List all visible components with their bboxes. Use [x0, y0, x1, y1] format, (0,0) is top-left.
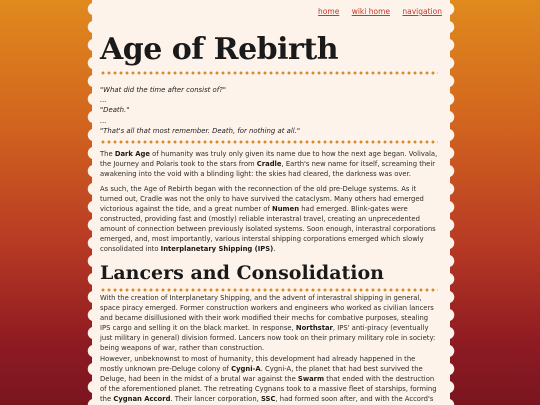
text-run: The: [100, 150, 115, 158]
scalloped-edge-left: [86, 0, 94, 405]
scalloped-edge-right: [448, 0, 456, 405]
text-run: However, unbeknownst to most of humanity, this development had already happened in the mostly unknown pre-Deluge colony of: [100, 355, 416, 373]
text-run: , IPS' anti-piracy (eventually just military in general) division formed. Lancers now took on their primary military role in society: being weapons of war, rather than construction.: [100, 324, 436, 352]
text-run: had emerged. Blink-gates were constructed, providing fast and (mostly) reliable interastral travel, creating an unprecedented amount of connection between previously isolated systems. Soon enough, interastral corporations emerged, and, most importantly, various interstal shipping corporations emerged which slowly consolidated into: [100, 205, 436, 253]
text-run: , had formed soon after, and with the Accord's: [275, 395, 434, 403]
term-dark-age: Dark Age: [114, 150, 151, 158]
text-run: that ended with the destruction of the aforementioned planet. The retreating Cygnans took to a massive fleet of starships, forming the: [100, 375, 437, 403]
text-run: .: [273, 245, 276, 253]
term-ips: Interplanetary Shipping (IPS): [160, 245, 274, 253]
quote-line: ...: [100, 116, 107, 125]
dotted-divider: [100, 71, 438, 75]
term-numen: Numen: [272, 205, 300, 213]
term-ssc: SSC: [260, 395, 276, 403]
text-run: . Their lancer corporation,: [170, 395, 261, 403]
quote-line: ...: [100, 96, 107, 105]
paragraph-dark-age: [100, 149, 440, 179]
quote-line: "What did the time after consist of?": [100, 86, 227, 94]
text-run: , Earth's new name for itself, screaming their awakening into the void with a blinding light: the skies had cleared, the darkness was over.: [100, 160, 436, 178]
term-swarm: Swarm: [297, 375, 325, 383]
text-run: As such, the Age of Rebirth began with the reconnection of the old pre-Deluge systems. As it turned out, Cradle was not the only to have survived the cataclysm. Many others had emerged victorious against the tide, and a great number of: [100, 185, 424, 213]
dotted-divider: [100, 140, 438, 144]
nav-navigation-link[interactable]: navigation: [402, 7, 442, 16]
text-run: of humanity was truly only given its name due to how the next age began. Volivala, the Journey and Polaris took to the stars from: [100, 150, 438, 168]
dotted-divider: [100, 288, 438, 292]
paragraph-cygni: [100, 354, 440, 404]
text-run: With the creation of Interplanetary Shipping, and the advent of interastral shipping in general, space piracy emerged. Former construction workers and engineers who worked as civilian lancers and became disillusioned with their work modified their mechs for combative purposes, stealing IPS cargo and selling it on the black market. In response,: [100, 294, 434, 332]
page-title: Age of Rebirth: [100, 32, 339, 67]
term-northstar: Northstar: [295, 324, 333, 332]
epigraph-quote: [100, 85, 442, 136]
section-heading: Lancers and Consolidation: [100, 262, 384, 284]
term-cygni-a: Cygni-A: [231, 365, 261, 373]
quote-line: "That's all that most remember. Death, for nothing at all.": [100, 126, 301, 135]
text-run: . Cygni-A, the planet that had best survived the Deluge, had been in the midst of a brutal war against the: [100, 365, 423, 383]
term-cradle: Cradle: [256, 160, 282, 168]
nav-home-link[interactable]: home: [318, 7, 340, 16]
quote-line: "Death.": [100, 106, 130, 115]
top-nav: [308, 7, 442, 16]
nav-wiki-home-link[interactable]: wiki home: [351, 7, 390, 16]
paragraph-lancers: [100, 293, 440, 353]
term-cygnan-accord: Cygnan Accord: [113, 395, 171, 403]
paragraph-rebirth: [100, 184, 440, 254]
